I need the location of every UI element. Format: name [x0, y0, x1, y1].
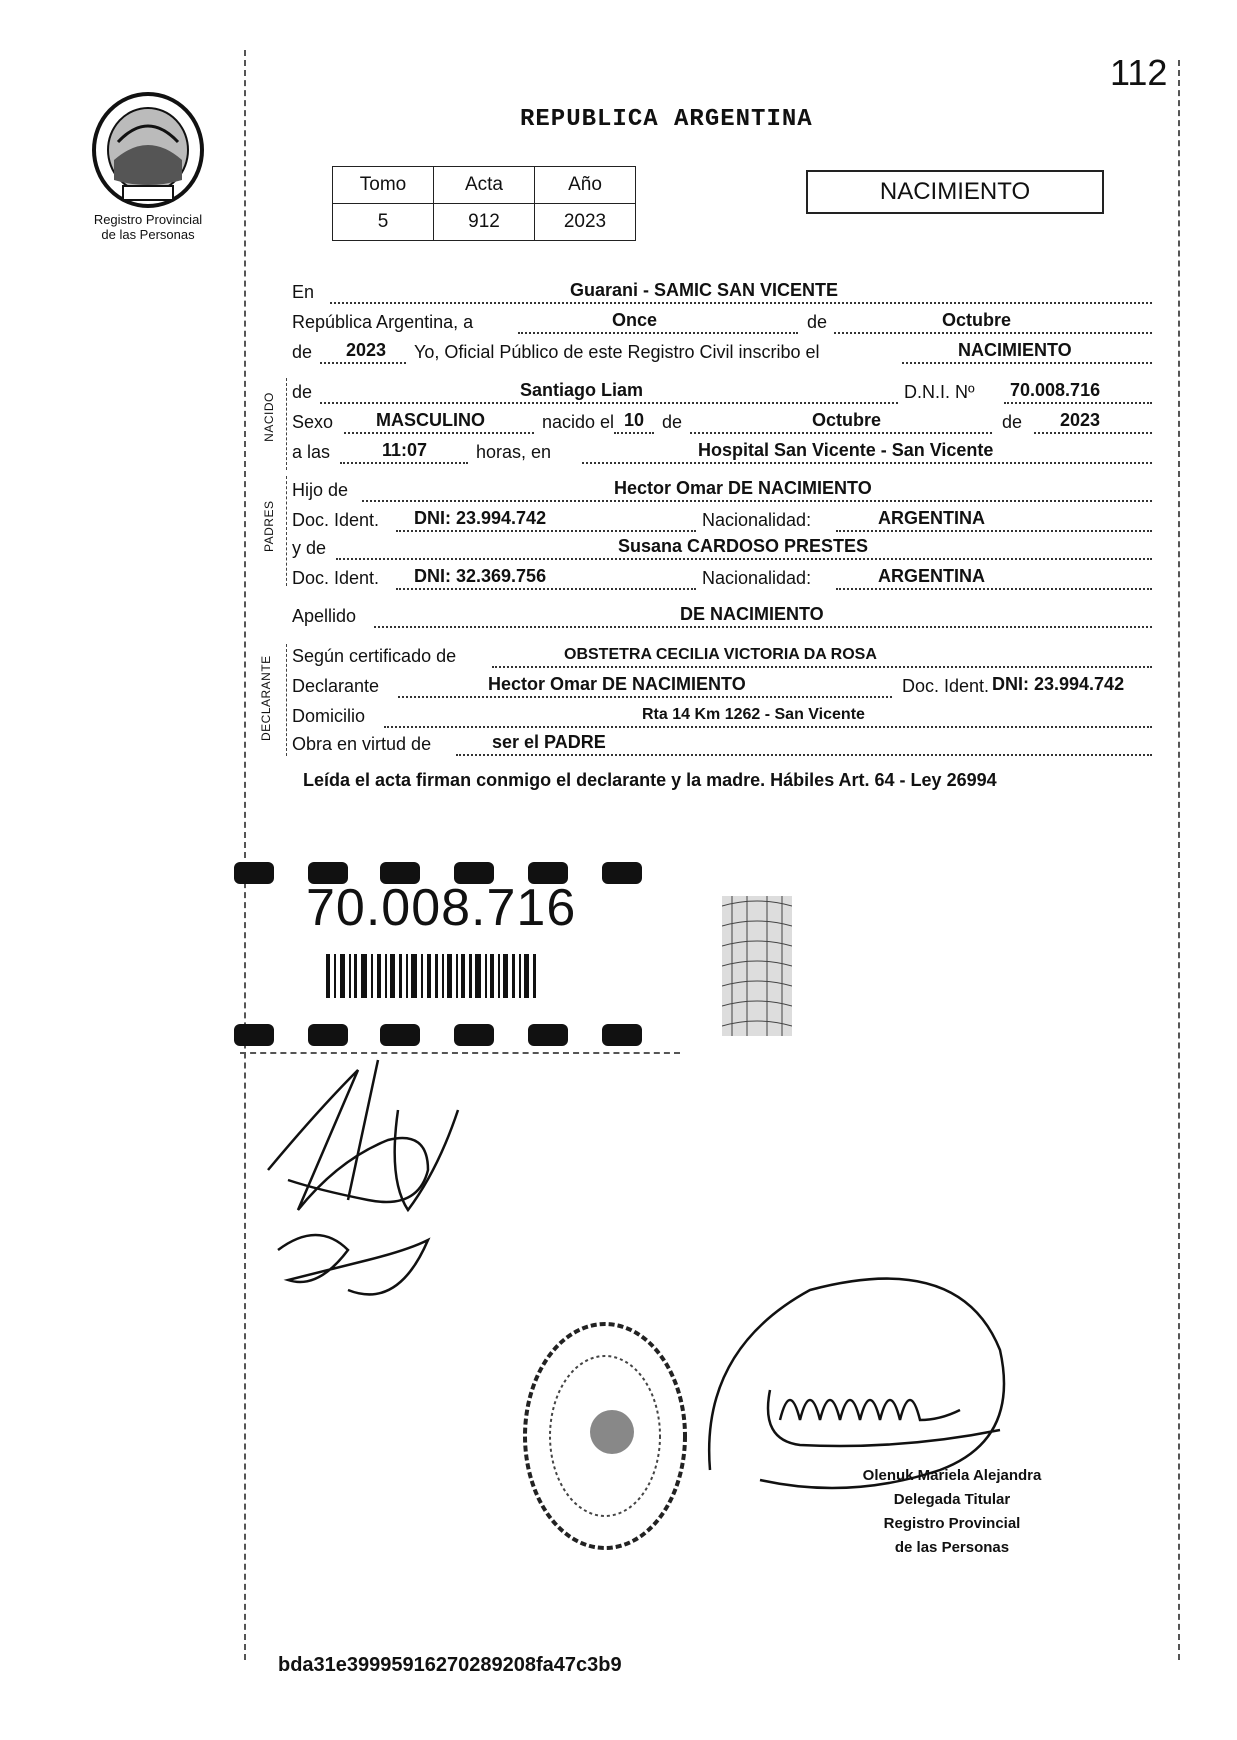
label-horas: horas, en	[476, 442, 552, 462]
row-father	[292, 478, 1152, 504]
value-day-word: Once	[612, 310, 658, 330]
label-de3: de	[292, 382, 313, 402]
row-sexo	[292, 410, 1152, 436]
label-sexo: Sexo	[292, 412, 334, 432]
declarante-bracket	[286, 644, 287, 756]
label-de2: de	[292, 342, 313, 362]
sticker-number: 70.008.716	[306, 879, 577, 937]
row-father-doc	[292, 508, 1152, 534]
document-type-box: NACIMIENTO	[806, 170, 1104, 214]
province-seal-logo	[88, 90, 208, 213]
row-certifier	[292, 644, 1152, 670]
value-sexo: MASCULINO	[376, 410, 485, 430]
official-role: Delegada Titular	[893, 1491, 1011, 1508]
value-month: Octubre	[942, 310, 1012, 330]
value-birth-day: 10	[624, 410, 645, 430]
row-place	[292, 280, 1152, 306]
value-declarant-doc: DNI: 23.994.742	[992, 674, 1125, 694]
label-nacido-el: nacido el	[542, 412, 615, 432]
label-apellido: Apellido	[292, 606, 357, 626]
header-tomo: Tomo	[333, 167, 434, 204]
label-doc-ident3: Doc. Ident.	[902, 676, 990, 696]
value-reason: ser el PADRE	[492, 732, 606, 752]
side-label-declarante: DECLARANTE	[259, 655, 273, 741]
label-doc-ident: Doc. Ident.	[292, 510, 380, 530]
closing-statement: Leída el acta firman conmigo el declarante y la madre. Hábiles Art. 64 - Ley 26994	[303, 770, 997, 790]
label-hijo-de: Hijo de	[292, 480, 349, 500]
label-y-de: y de	[292, 538, 327, 558]
label-oficial: Yo, Oficial Público de este Registro Civil inscribo el	[414, 342, 820, 362]
row-mother-doc	[292, 566, 1152, 592]
label-domicilio: Domicilio	[292, 706, 366, 726]
right-margin-rule	[1178, 60, 1180, 1660]
value-father: Hector Omar DE NACIMIENTO	[614, 478, 872, 498]
value-tomo: 5	[333, 204, 434, 241]
footer-hash: bda31e39995916270289208fa47c3b9	[278, 1654, 622, 1676]
side-label-nacido: NACIDO	[262, 392, 276, 442]
label-en: En	[292, 282, 315, 302]
row-name	[292, 380, 1152, 406]
value-anio: 2023	[535, 204, 636, 241]
label-dni: D.N.I. Nº	[904, 382, 975, 402]
value-time: 11:07	[382, 440, 428, 460]
label-nacionalidad2: Nacionalidad:	[702, 568, 812, 588]
official-seal	[520, 1316, 690, 1556]
value-acta: 912	[434, 204, 535, 241]
page-number: 112	[1110, 52, 1168, 93]
label-de: de	[807, 312, 828, 332]
logo-caption-line1: Registro Provincial	[93, 212, 203, 227]
value-birth-year: 2023	[1060, 410, 1101, 430]
row-reason	[292, 732, 1152, 758]
official-signature-block	[832, 1464, 1072, 1560]
value-place: Guarani - SAMIC SAN VICENTE	[570, 280, 839, 300]
value-mother-nat: ARGENTINA	[878, 566, 985, 586]
label-republica: República Argentina, a	[292, 312, 474, 332]
label-de5: de	[1002, 412, 1023, 432]
hologram	[722, 896, 792, 1036]
label-nacionalidad: Nacionalidad:	[702, 510, 812, 530]
value-birth-place: Hospital San Vicente - San Vicente	[698, 440, 994, 460]
logo-caption	[78, 212, 218, 242]
barcode	[326, 954, 536, 998]
row-address	[292, 704, 1152, 730]
nacido-bracket	[286, 378, 287, 470]
label-de4: de	[662, 412, 683, 432]
official-name: Olenuk Mariela Alejandra	[862, 1467, 1042, 1484]
left-margin-rule	[244, 50, 246, 1660]
value-certifier: OBSTETRA CECILIA VICTORIA DA ROSA	[564, 646, 877, 663]
row-mother	[292, 536, 1152, 562]
value-year: 2023	[346, 340, 387, 360]
registry-table	[332, 166, 636, 241]
row-date	[292, 310, 1152, 336]
row-time	[292, 440, 1152, 466]
official-org-line1: Registro Provincial	[883, 1515, 1021, 1532]
value-father-doc: DNI: 23.994.742	[414, 508, 547, 528]
value-dni: 70.008.716	[1010, 380, 1101, 400]
value-mother-doc: DNI: 32.369.756	[414, 566, 547, 586]
row-declarant	[292, 674, 1152, 700]
header-acta: Acta	[434, 167, 535, 204]
row-surname	[292, 604, 1152, 630]
official-org-line2: de las Personas	[894, 1539, 1010, 1556]
label-obra: Obra en virtud de	[292, 734, 432, 754]
value-mother: Susana CARDOSO PRESTES	[618, 536, 869, 556]
declarant-signature	[258, 1050, 478, 1310]
sticker-r-mark-bottom	[234, 1024, 642, 1046]
document-title: REPUBLICA ARGENTINA	[520, 106, 813, 133]
value-act-type: NACIMIENTO	[958, 340, 1072, 360]
header-anio: Año	[535, 167, 636, 204]
label-a-las: a las	[292, 442, 331, 462]
label-doc-ident2: Doc. Ident.	[292, 568, 380, 588]
label-segun: Según certificado de	[292, 646, 457, 666]
value-father-nat: ARGENTINA	[878, 508, 985, 528]
value-name: Santiago Liam	[520, 380, 644, 400]
value-declarant: Hector Omar DE NACIMIENTO	[488, 674, 746, 694]
value-address: Rta 14 Km 1262 - San Vicente	[642, 706, 865, 723]
row-oficial	[292, 340, 1152, 366]
padres-bracket	[286, 476, 287, 586]
value-surname: DE NACIMIENTO	[680, 604, 824, 624]
side-label-padres: PADRES	[262, 500, 276, 552]
value-birth-month: Octubre	[812, 410, 882, 430]
label-declarante: Declarante	[292, 676, 380, 696]
logo-caption-line2: de las Personas	[101, 227, 195, 242]
